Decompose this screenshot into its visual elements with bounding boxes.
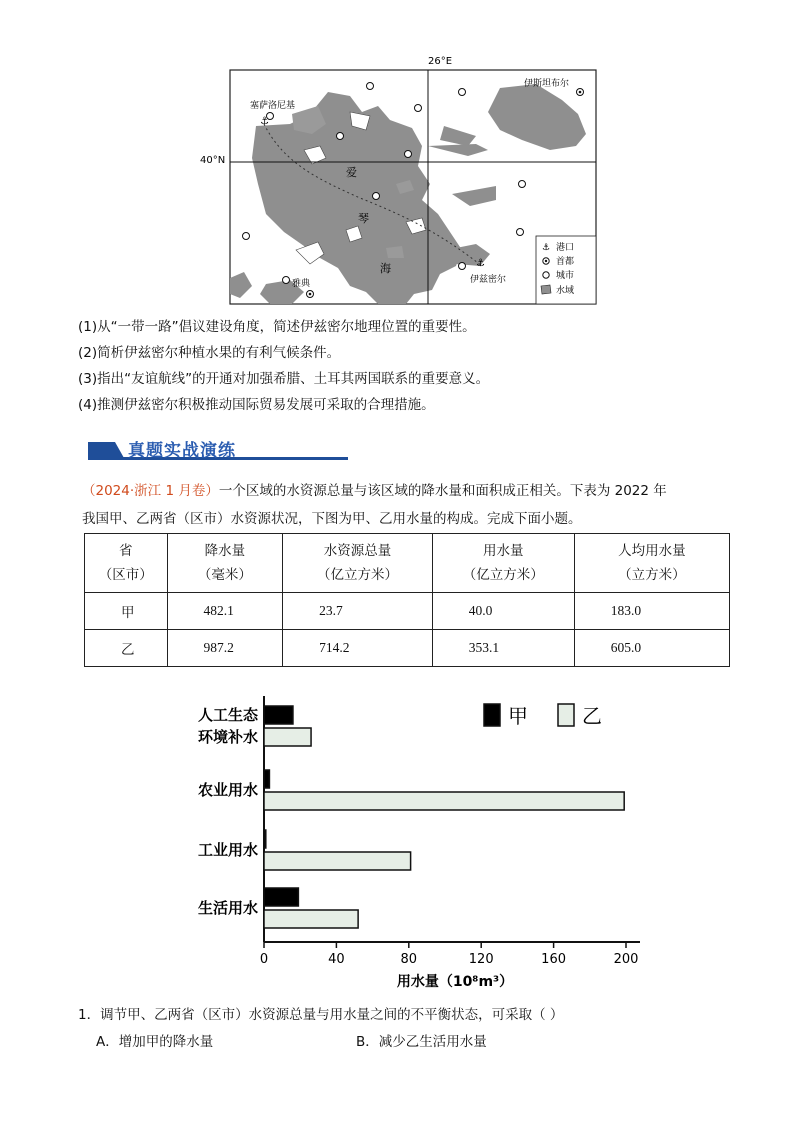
category-label: 环境补水: [197, 728, 258, 746]
map-legend: [536, 236, 596, 304]
bar-yi: [264, 852, 411, 870]
table-cell: 183.0: [574, 593, 729, 630]
place-thessaloniki: 塞萨洛尼基: [250, 101, 296, 111]
table-row: [85, 630, 730, 667]
question-3: (3)指出“友谊航线”的开通对加强希腊、土耳其两国联系的重要意义。: [78, 371, 490, 387]
table-header-cell: 人均用水量 （立方米）: [574, 534, 729, 593]
water-use-chart: [184, 686, 654, 1006]
svg-text:⚓: ⚓: [476, 258, 485, 269]
aegean-sea-map: [200, 54, 600, 310]
table-cell: 40.0: [432, 593, 574, 630]
intro-text-1: 一个区域的水资源总量与该区域的降水量和面积成正相关。下表为 2022 年: [218, 483, 667, 499]
table-cell: 714.2: [283, 630, 433, 667]
section-bar-icon: [88, 442, 124, 458]
mcq-option-a[interactable]: A．增加甲的降水量: [96, 1034, 214, 1050]
section-title: 真题实战演练: [128, 441, 236, 461]
bar-jia: [264, 706, 293, 724]
table-header-cell: 降水量 （毫米）: [167, 534, 283, 593]
bar-yi: [264, 728, 311, 746]
source-tag: （2024·浙江 1 月卷）: [82, 483, 219, 499]
table-header-cell: 省 （区市）: [85, 534, 168, 593]
table-cell: 23.7: [283, 593, 433, 630]
legend-water-icon: [541, 285, 551, 294]
place-istanbul: 伊斯坦布尔: [524, 79, 570, 89]
svg-text:⚓: ⚓: [260, 116, 269, 127]
x-tick-label: 200: [613, 952, 639, 967]
category-label: 农业用水: [197, 781, 258, 799]
sea-label-2: 琴: [358, 212, 369, 225]
bar-yi: [264, 910, 358, 928]
table-cell: 甲: [85, 593, 168, 630]
mcq-stem: 1．调节甲、乙两省（区市）水资源总量与用水量之间的不平衡状态，可采取（ ）: [78, 1007, 564, 1023]
section-header: [88, 434, 388, 462]
x-tick-label: 40: [328, 952, 345, 967]
x-axis-label: 用水量（10⁸m³）: [396, 974, 514, 990]
legend-port: 港口: [556, 243, 575, 253]
question-2: (2)简析伊兹密尔种植水果的有利气候条件。: [78, 345, 341, 361]
legend-swatch: [484, 704, 500, 726]
legend-water: 水域: [556, 286, 575, 296]
x-tick-label: 0: [259, 952, 269, 967]
intro-line-2: 我国甲、乙两省（区市）水资源状况，下图为甲、乙用水量的构成。完成下面小题。: [82, 511, 582, 527]
bar-jia: [264, 888, 298, 906]
category-label: 人工生态: [197, 706, 258, 724]
mcq-option-b[interactable]: B．减少乙生活用水量: [356, 1034, 487, 1050]
sea-label-1: 爱: [346, 166, 357, 179]
table-header-cell: 水资源总量 （亿立方米）: [283, 534, 433, 593]
category-label: 工业用水: [197, 841, 258, 859]
legend-label: 甲: [508, 704, 528, 728]
water-use-chart-svg: [184, 686, 654, 1006]
category-label: 生活用水: [197, 899, 258, 917]
bar-yi: [264, 792, 624, 810]
table-cell: 353.1: [432, 630, 574, 667]
legend-city: 城市: [556, 271, 575, 281]
table-cell: 乙: [85, 630, 168, 667]
longitude-label: 26°E: [428, 56, 453, 67]
x-tick-label: 120: [468, 952, 494, 967]
sea-label-3: 海: [380, 262, 391, 275]
question-4: (4)推测伊兹密尔积极推动国际贸易发展可采取的合理措施。: [78, 397, 435, 413]
intro-line-1: [82, 477, 732, 505]
intro-paragraph: [82, 477, 732, 533]
legend-label: 乙: [582, 704, 602, 728]
table-row: [85, 593, 730, 630]
question-1: (1)从“一带一路”倡议建设角度，简述伊兹密尔地理位置的重要性。: [78, 319, 476, 335]
place-athens: 雅典: [292, 279, 311, 289]
table-header-cell: 用水量 （亿立方米）: [432, 534, 574, 593]
table-cell: 987.2: [167, 630, 283, 667]
legend-swatch: [558, 704, 574, 726]
water-resource-table: [84, 533, 730, 667]
legend-capital: 首都: [556, 257, 575, 267]
latitude-label: 40°N: [200, 155, 226, 166]
table-cell: 605.0: [574, 630, 729, 667]
bar-jia: [264, 770, 269, 788]
table-header-row: [85, 534, 730, 593]
place-izmir: 伊兹密尔: [470, 275, 507, 285]
legend-port-icon: ⚓: [542, 243, 551, 253]
x-tick-label: 160: [541, 952, 567, 967]
table-cell: 482.1: [167, 593, 283, 630]
x-tick-label: 80: [400, 952, 418, 967]
bar-jia: [264, 830, 266, 848]
